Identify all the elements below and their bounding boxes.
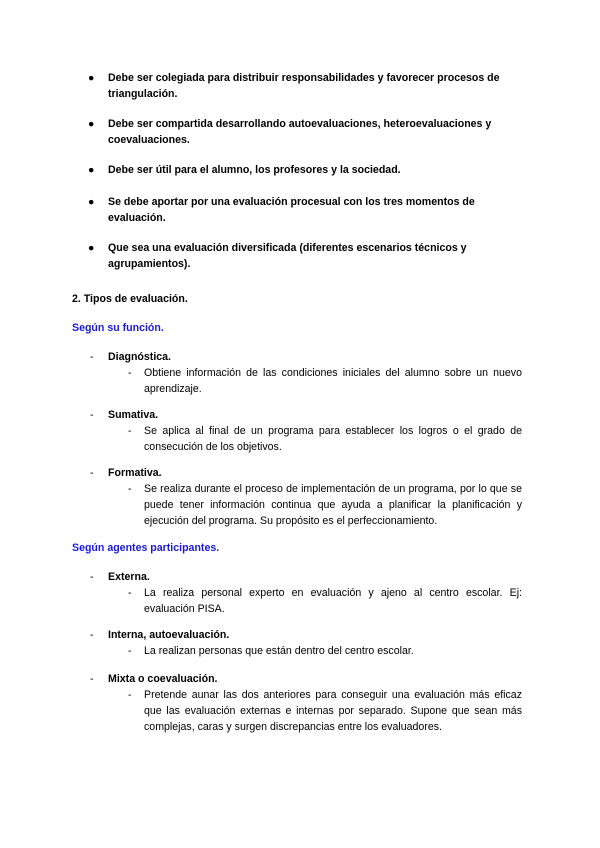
type-name: - Interna, autoevaluación.	[90, 629, 230, 641]
dash-icon: -	[128, 689, 132, 701]
criteria-bullet-list	[0, 70, 600, 286]
bullet-dot-icon: ●	[88, 118, 95, 130]
type-description: - Obtiene información de las condiciones iniciales del alumno sobre un nuevo aprendizaje.	[128, 367, 522, 395]
type-diagnostica	[0, 349, 600, 397]
type-externa	[0, 569, 600, 617]
dash-icon: -	[128, 645, 132, 657]
type-mixta	[0, 671, 600, 735]
bullet-dot-icon: ●	[88, 164, 95, 176]
dash-icon: -	[90, 629, 94, 641]
type-description: - La realiza personal experto en evaluación y ajeno al centro escolar. Ej: evaluación PISA.	[128, 587, 522, 615]
bullet-item	[88, 194, 523, 226]
subheading-funcion: Según su función.	[72, 322, 164, 334]
type-description: - Pretende aunar las dos anteriores para conseguir una evaluación más eficaz que las evaluación externas e internas por separado. Supone que sean más complejas, caras y surgen discrepancias entre los evaluadores.	[128, 689, 522, 733]
type-sumativa	[0, 407, 600, 455]
bullet-item	[88, 116, 523, 148]
bullet-text: Debe ser útil para el alumno, los profesores y la sociedad.	[108, 164, 401, 176]
bullet-text: Debe ser colegiada para distribuir responsabilidades y favorecer procesos de triangulación.	[108, 72, 500, 100]
bullet-dot-icon: ●	[88, 72, 95, 84]
dash-icon: -	[128, 425, 132, 437]
bullet-text: Se debe aportar por una evaluación procesual con los tres momentos de evaluación.	[108, 196, 475, 224]
dash-icon: -	[90, 673, 94, 685]
type-formativa	[0, 465, 600, 529]
dash-icon: -	[90, 409, 94, 421]
bullet-text: Debe ser compartida desarrollando autoevaluaciones, heteroevaluaciones y coevaluaciones.	[108, 118, 492, 146]
bullet-text: Que sea una evaluación diversificada (diferentes escenarios técnicos y agrupamientos).	[108, 242, 467, 270]
subheading-agentes: Según agentes participantes.	[72, 542, 220, 554]
dash-icon: -	[90, 467, 94, 479]
dash-icon: -	[128, 367, 132, 379]
type-name: - Sumativa.	[90, 409, 159, 421]
bullet-item	[88, 240, 523, 272]
type-name: - Mixta o coevaluación.	[90, 673, 218, 685]
bullet-item	[88, 70, 523, 102]
bullet-dot-icon: ●	[88, 242, 95, 254]
type-name: - Externa.	[90, 571, 150, 583]
type-description: - Se aplica al final de un programa para establecer los logros o el grado de consecución de los objetivos.	[128, 425, 522, 453]
dash-icon: -	[90, 351, 94, 363]
dash-icon: -	[128, 483, 132, 495]
type-name: - Formativa.	[90, 467, 162, 479]
type-description: - Se realiza durante el proceso de implementación de un programa, por lo que se puede tener información continua que ayuda a planificar la planificación y ejecución del programa. Su propósito es el perfeccionamiento.	[128, 483, 522, 527]
section-title: 2. Tipos de evaluación.	[72, 293, 188, 305]
type-interna	[0, 627, 600, 659]
bullet-item	[88, 162, 523, 178]
dash-icon: -	[90, 571, 94, 583]
type-name: - Diagnóstica.	[90, 351, 171, 363]
bullet-dot-icon: ●	[88, 196, 95, 208]
dash-icon: -	[128, 587, 132, 599]
type-description: - La realizan personas que están dentro del centro escolar.	[128, 645, 414, 657]
